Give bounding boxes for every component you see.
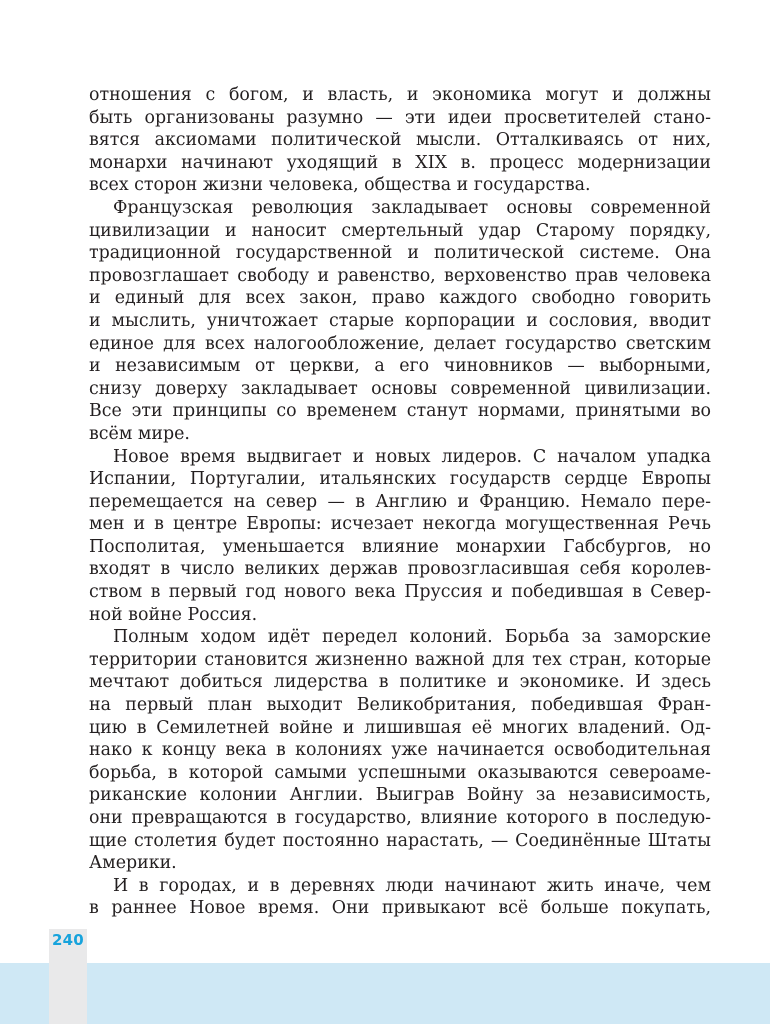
text-line: риканские колонии Англии. Выиграв Войну за независимость, [89, 785, 711, 806]
text-line: провозглашает свободу и равенство, верховенство прав человека [89, 265, 711, 286]
text-line: мен и в центре Европы: исчезает некогда могущественная Речь [89, 514, 711, 535]
text-line: всём мире. [89, 423, 190, 444]
paragraph [89, 84, 711, 197]
text-line: Испании, Португалии, итальянских государств сердце Европы [89, 469, 711, 490]
text-line: и мыслить, уничтожает старые корпорации и сословия, вводит [89, 310, 711, 331]
text-line: входят в число великих держав провозгласившая себя королев- [89, 559, 711, 580]
page-number: 240 [52, 931, 84, 949]
text-line: традиционной государственной и политической системе. Она [89, 243, 711, 264]
footer-band [0, 963, 770, 1024]
text-line: единое для всех налогообложение, делает государство светским [89, 333, 711, 354]
text-line: Французская революция закладывает основы современной [113, 197, 711, 218]
body-text [89, 84, 711, 920]
text-line: снизу доверху закладывает основы современной цивилизации. [89, 378, 711, 399]
text-line: цивилизации и наносит смертельный удар Старому порядку, [89, 220, 711, 241]
text-line: ством в первый год нового века Пруссия и победившая в Север- [89, 582, 711, 603]
text-line: Посполитая, уменьшается влияние монархии Габсбургов, но [89, 536, 711, 557]
text-line: ной войне Россия. [89, 604, 258, 625]
text-line: они превращаются в государство, влияние которого в последую- [89, 808, 711, 828]
text-line: отношения с богом, и власть, и экономика могут и должны [89, 85, 711, 105]
text-line: Полным ходом идёт передел колоний. Борьба за заморские [113, 627, 711, 648]
text-line: щие столетия будет постоянно нарастать, — Соединённые Штаты [89, 830, 711, 851]
paragraph [89, 197, 711, 446]
text-line: Америки. [89, 853, 177, 874]
text-line: в раннее Новое время. Они привыкают всё больше покупать, [89, 898, 711, 919]
text-line: вятся аксиомами политической мысли. Отталкиваясь от них, [89, 130, 711, 151]
text-line: и единый для всех закон, право каждого свободно говорить [89, 288, 711, 309]
text-line: монархи начинают уходящий в XIX в. процесс модернизации [89, 152, 711, 173]
text-line: Новое время выдвигает и новых лидеров. С началом упадка [113, 446, 711, 467]
text-line: Все эти принципы со временем станут нормами, принятыми во [89, 401, 711, 422]
text-line: перемещается на север — в Англию и Францию. Немало пере- [89, 491, 711, 512]
text-line: и независимым от церкви, а его чиновников — выборными, [89, 356, 711, 377]
text-line: на первый план выходит Великобритания, победившая Фран- [89, 695, 711, 716]
paragraph [89, 626, 711, 875]
text-line: территории становится жизненно важной для тех стран, которые [89, 649, 711, 670]
text-line: мечтают добиться лидерства в политике и экономике. И здесь [89, 672, 711, 693]
text-line: борьба, в которой самыми успешными оказываются североаме- [89, 762, 711, 783]
paragraph [89, 446, 711, 627]
text-line: всех сторон жизни человека, общества и государства. [89, 175, 591, 196]
text-line: нако к концу века в колониях уже начинается освободительная [89, 740, 711, 761]
text-line: И в городах, и в деревнях люди начинают жить иначе, чем [113, 875, 711, 896]
text-line: быть организованы разумно — эти идеи просветителей стано- [89, 107, 711, 128]
paragraph [89, 875, 711, 920]
text-line: цию в Семилетней войне и лишившая её многих владений. Од- [89, 717, 711, 738]
